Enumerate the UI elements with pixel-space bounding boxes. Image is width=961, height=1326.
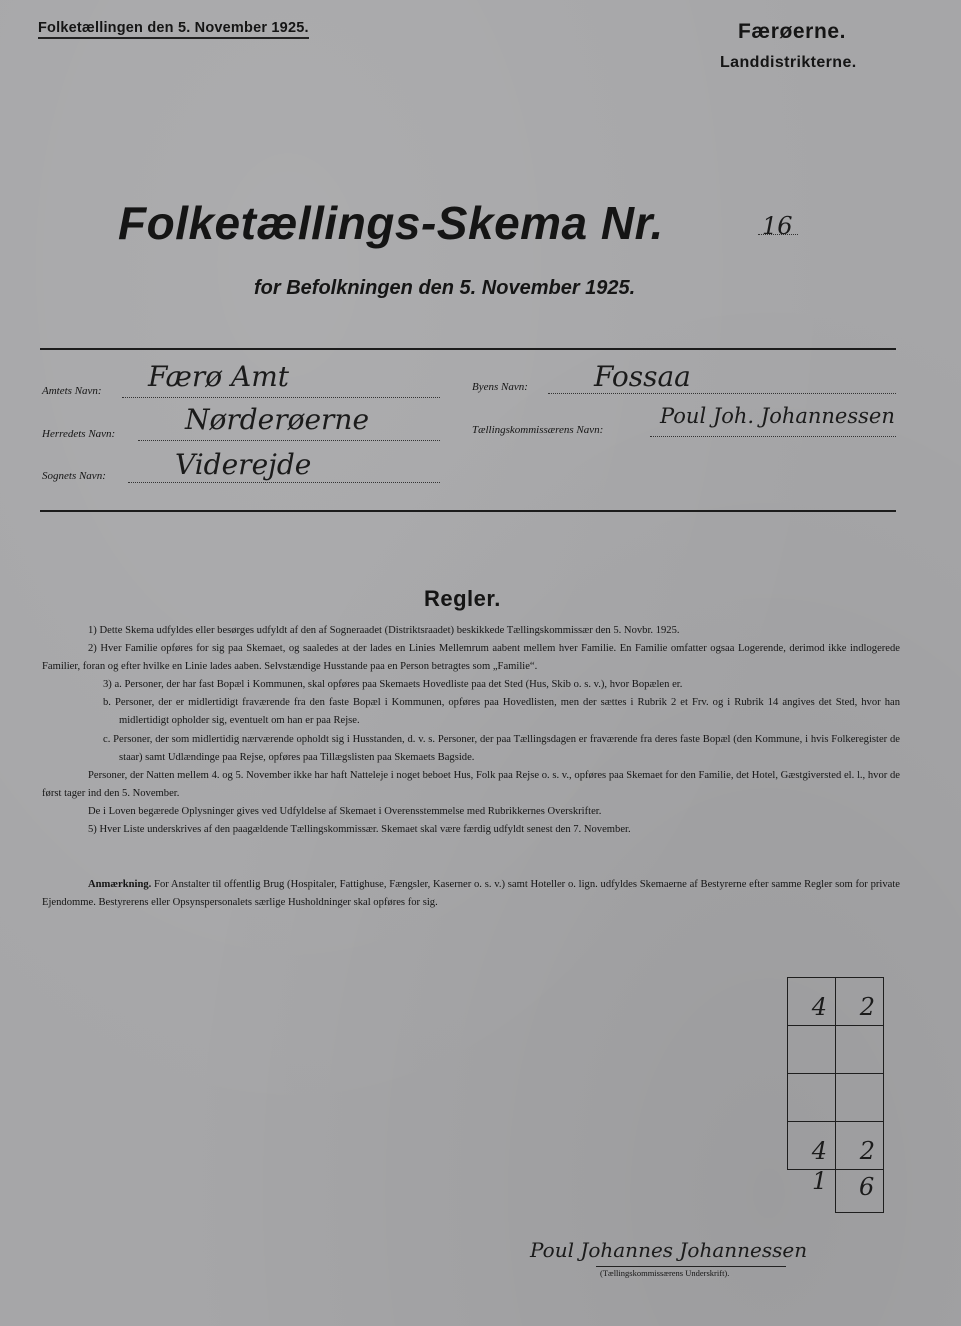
- tally-total-b: 6: [859, 1173, 875, 1201]
- form-subtitle: for Befolkningen den 5. November 1925.: [254, 277, 636, 299]
- tally-cell: [836, 1074, 884, 1122]
- tally-cell: [836, 978, 884, 1026]
- tally-cell: [836, 1026, 884, 1074]
- tally-total-a: 1: [812, 1167, 828, 1195]
- annotation-block: [42, 876, 900, 912]
- rule-3b: b. Personer, der er midlertidigt fraværende fra den faste Bopæl i Kommunen, opføres paa Hovedlisten, men der sættes i Rubrik 2 et Frv. og i Rubrik 14 angives det Sted, hvor han midlertidigt opholder sig, eventuelt om han er paa Rejse.: [103, 697, 900, 727]
- signature-line: [596, 1266, 786, 1267]
- byens-value: Fossaa: [594, 360, 691, 393]
- annotation-label: Anmærkning.: [88, 879, 152, 890]
- signature-caption: (Tællingskommissærens Underskrift).: [600, 1268, 730, 1278]
- rules-heading: Regler.: [424, 586, 501, 611]
- tally-cell: [788, 978, 836, 1026]
- tally-cell: [788, 1122, 836, 1170]
- sognets-line: [128, 481, 440, 483]
- tally-cell: [836, 1122, 884, 1170]
- tally-cell: [788, 1026, 836, 1074]
- bottom-rule: [40, 510, 896, 512]
- rule-2: 2) Hver Familie opføres for sig paa Skemaet, og saaledes at der lades en Linies Mellemrum aabent mellem hver Familie. En Familie omfatter ogsaa Logerende, derimod ikke indlogerede Familier, foran og efter hvilke en Linie lades aaben. Selvstændige Husstande paa en Person betragtes som „Familie“.: [42, 643, 900, 673]
- rule-4: De i Loven begærede Oplysninger gives ved Udfyldelse af Skemaet i Overensstemmelse med Rubrikkernes Overskrifter.: [88, 805, 602, 817]
- sognets-value: Viderejde: [175, 448, 312, 481]
- rule-3a: 3) a. Personer, der har fast Bopæl i Kommunen, skal opføres paa Skemaets Hovedliste paa det Sted (Hus, Skib o. s. v.), hvor Bopælen er.: [103, 679, 683, 691]
- district-type-header: Landdistrikterne.: [720, 54, 857, 71]
- tally-cell: [788, 1074, 836, 1122]
- annotation-text: For Anstalter til offentlig Brug (Hospitaler, Fattighuse, Fængsler, Kaserner o. s. v.) samt Hoteller o. lign. udfyldes Skemaerne af Bestyrerne efter samme Regler som for private Ejendomme. Bestyrerens eller Opsynspersonalets særlige Husholdninger skal opføres for sig.: [42, 879, 900, 908]
- tally-row1-a: 4: [811, 993, 827, 1021]
- herredets-value: Nørderøerne: [185, 403, 370, 436]
- herredets-label: Herredets Navn:: [42, 428, 116, 440]
- signature: Poul Johannes Johannessen: [530, 1238, 808, 1262]
- rule-5: 5) Hver Liste underskrives af den paagældende Tællingskommissær. Skemaet skal være færdig udfyldt senest den 7. November.: [88, 824, 631, 836]
- byens-label: Byens Navn:: [472, 381, 528, 393]
- sognets-label: Sognets Navn:: [42, 470, 106, 482]
- kommissaer-label: Tællingskommissærens Navn:: [472, 424, 604, 436]
- amtets-line: [122, 396, 440, 398]
- herredets-line: [138, 439, 440, 441]
- tally-row4-b: 2: [859, 1137, 875, 1165]
- rule-3c: c. Personer, der som midlertidig nærværende opholdt sig i Husstanden, d. v. s. Personer, der paa Tællingsdagen er fraværende fra deres faste Bopæl (den Kommune, i hvis Folkeregister de staar) samt Udlændinge paa Rejse, opføres paa Tillægslisten paa Skemaets Bagside.: [103, 733, 900, 763]
- region-header: Færøerne.: [738, 20, 847, 43]
- rule-1: 1) Dette Skema udfyldes eller besørges udfyldt af den af Sogneraadet (Distriktsraadet) beskikkede Tællingskommissær den 5. Novbr. 1925.: [88, 625, 680, 636]
- census-date-header: Folketællingen den 5. November 1925.: [38, 20, 309, 39]
- tally-grid: [787, 977, 884, 1170]
- amtets-label: Amtets Navn:: [42, 385, 102, 397]
- form-number: 16: [762, 212, 793, 240]
- rules-text: [42, 622, 900, 839]
- tally-row4-a: 4: [811, 1137, 827, 1165]
- kommissaer-value: Poul Joh. Johannessen: [660, 404, 895, 428]
- form-title: Folketællings-Skema Nr.: [118, 197, 664, 249]
- tally-row1-b: 2: [859, 993, 875, 1021]
- kommissaer-line: [650, 435, 896, 437]
- top-rule: [40, 348, 896, 350]
- rule-3d: Personer, der Natten mellem 4. og 5. November ikke har haft Natteleje i noget beboet Hus, Folk paa Rejse o. s. v., opføres paa Skemaet for den Familie, det Hotel, Gæstgiversted el. l., hvor de først tager ind den 5. November.: [42, 769, 900, 799]
- amtets-value: Færø Amt: [148, 360, 290, 393]
